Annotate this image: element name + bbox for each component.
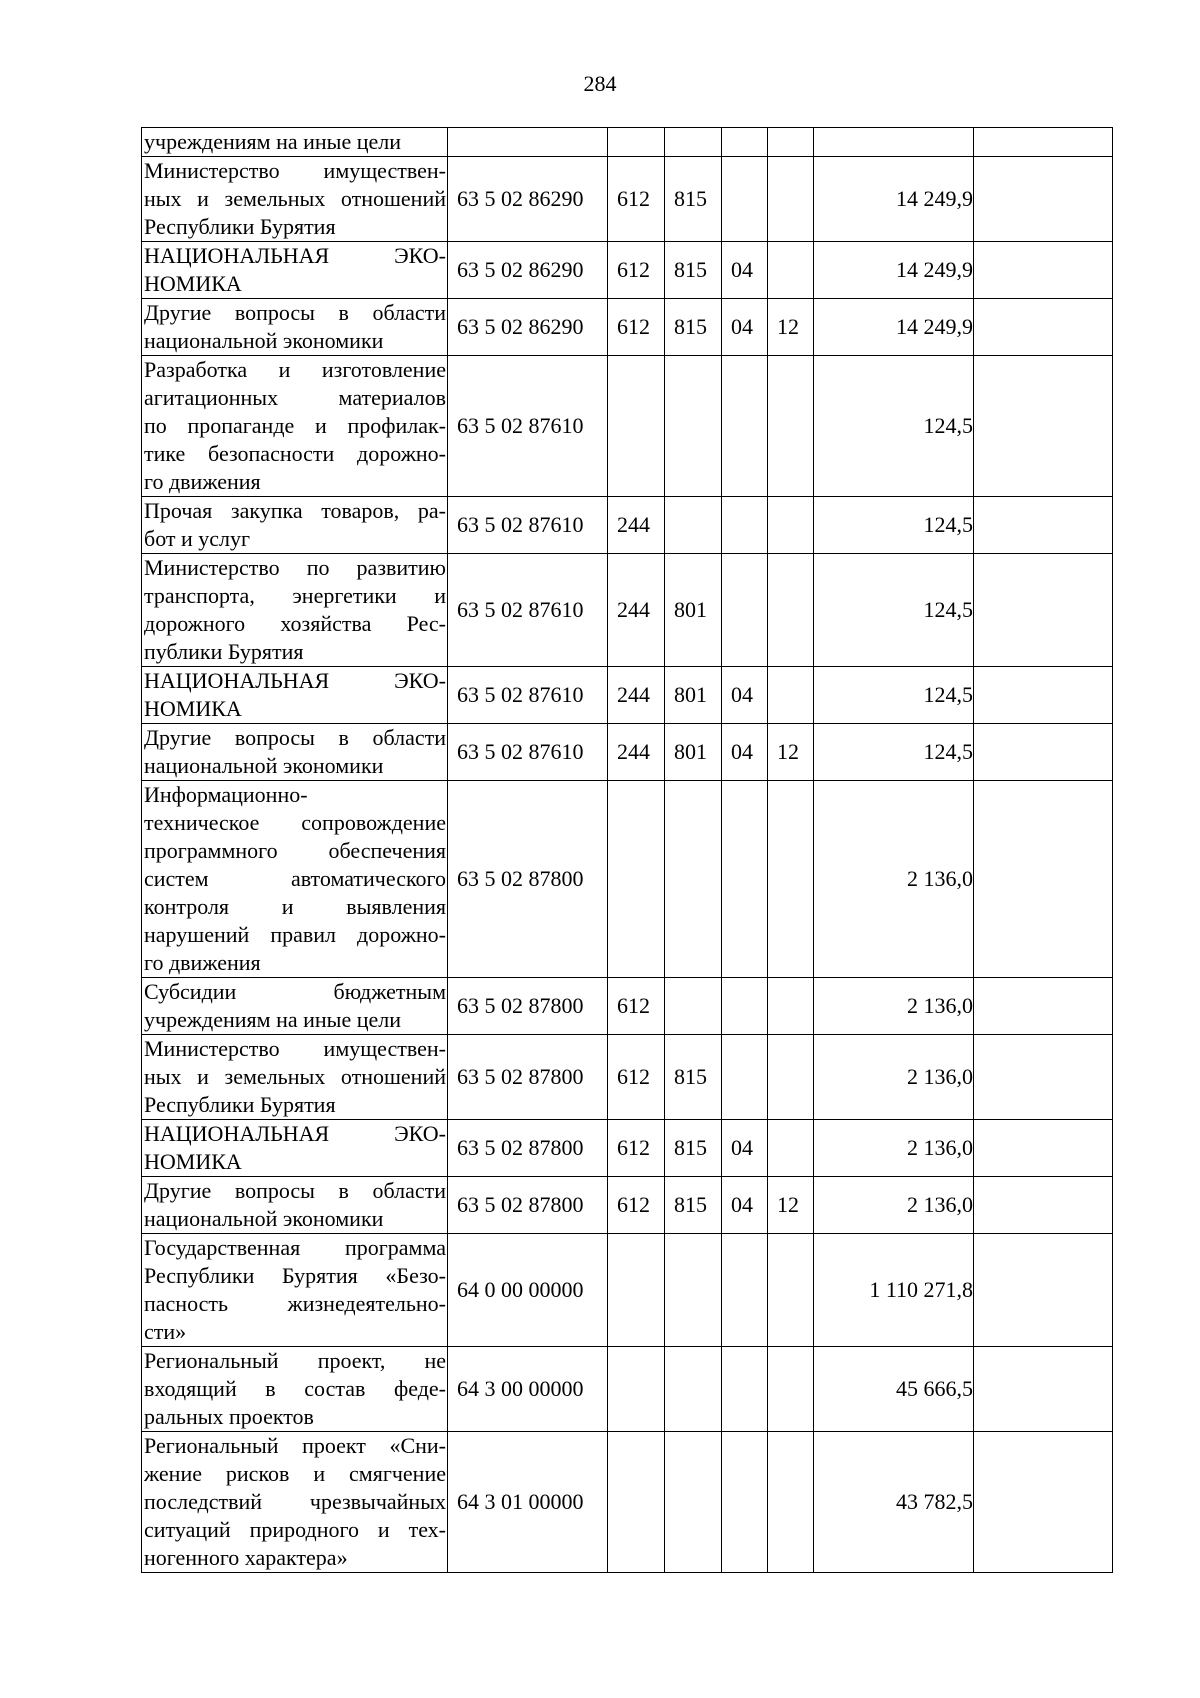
item-name-line: национальной экономики: [144, 753, 384, 778]
amount-cell: [814, 128, 974, 157]
item-name-cell: [142, 1432, 448, 1573]
subsection-cell: [768, 497, 814, 554]
expense-type-cell: [608, 128, 665, 157]
item-name-line: последствий чрезвычайных: [144, 1489, 446, 1514]
budget-table: [141, 127, 1113, 1573]
section-cell: [722, 1035, 768, 1120]
extra-cell: [974, 1347, 1113, 1432]
item-name-line: нарушений правил дорожно-: [144, 922, 446, 947]
item-name-line: Министерство имуществен-: [144, 158, 446, 183]
amount-cell: 124,5: [814, 724, 974, 781]
table-row: [142, 128, 1113, 157]
subsection-cell: [768, 157, 814, 242]
ministry-code-cell: [665, 1432, 722, 1573]
table-row: [142, 1177, 1113, 1234]
amount-cell: 124,5: [814, 667, 974, 724]
target-article-code-cell: 63 5 02 87610: [448, 554, 608, 667]
extra-cell: [974, 1120, 1113, 1177]
section-cell: 04: [722, 724, 768, 781]
extra-cell: [974, 1432, 1113, 1573]
subsection-cell: [768, 1234, 814, 1347]
item-name-cell: [142, 242, 448, 299]
section-cell: [722, 1234, 768, 1347]
amount-cell: 14 249,9: [814, 299, 974, 356]
item-name-cell: [142, 724, 448, 781]
item-name-cell: [142, 1120, 448, 1177]
item-name-line: программного обеспечения: [144, 838, 446, 863]
item-name-cell: [142, 1234, 448, 1347]
item-name-cell: [142, 1035, 448, 1120]
expense-type-cell: 244: [608, 667, 665, 724]
subsection-cell: [768, 242, 814, 299]
expense-type-cell: [608, 1234, 665, 1347]
item-name-line: Информационно-: [144, 782, 308, 807]
expense-type-cell: [608, 356, 665, 497]
item-name-line: национальной экономики: [144, 1206, 384, 1231]
item-name-line: ных и земельных отношений: [144, 186, 446, 211]
section-cell: [722, 497, 768, 554]
table-row: [142, 157, 1113, 242]
extra-cell: [974, 128, 1113, 157]
ministry-code-cell: [665, 356, 722, 497]
section-cell: [722, 781, 768, 978]
item-name-line: Другие вопросы в области: [144, 300, 446, 325]
subsection-cell: 12: [768, 299, 814, 356]
item-name-line: агитационных материалов: [144, 385, 446, 410]
subsection-cell: [768, 667, 814, 724]
item-name-line: НАЦИОНАЛЬНАЯ ЭКО-: [144, 668, 446, 693]
ministry-code-cell: [665, 128, 722, 157]
item-name-line: Республики Бурятия: [144, 214, 336, 239]
subsection-cell: [768, 356, 814, 497]
target-article-code-cell: 63 5 02 86290: [448, 299, 608, 356]
expense-type-cell: 612: [608, 299, 665, 356]
expense-type-cell: [608, 1347, 665, 1432]
section-cell: 04: [722, 667, 768, 724]
amount-cell: 2 136,0: [814, 978, 974, 1035]
ministry-code-cell: 815: [665, 299, 722, 356]
extra-cell: [974, 978, 1113, 1035]
table-row: [142, 554, 1113, 667]
item-name-line: го движения: [144, 950, 261, 975]
ministry-code-cell: 815: [665, 1120, 722, 1177]
item-name-line: дорожного хозяйства Рес-: [144, 611, 446, 636]
section-cell: [722, 1347, 768, 1432]
amount-cell: 2 136,0: [814, 1035, 974, 1120]
item-name-line: Республики Бурятия: [144, 1092, 336, 1117]
amount-cell: 1 110 271,8: [814, 1234, 974, 1347]
target-article-code-cell: 64 3 00 00000: [448, 1347, 608, 1432]
table-row: [142, 781, 1113, 978]
extra-cell: [974, 1234, 1113, 1347]
table-row: [142, 299, 1113, 356]
item-name-cell: [142, 781, 448, 978]
extra-cell: [974, 157, 1113, 242]
table-row: [142, 356, 1113, 497]
ministry-code-cell: 815: [665, 1177, 722, 1234]
item-name-line: контроля и выявления: [144, 894, 446, 919]
item-name-line: Региональный проект «Сни-: [144, 1433, 446, 1458]
item-name-line: ральных проектов: [144, 1404, 314, 1429]
ministry-code-cell: 801: [665, 724, 722, 781]
expense-type-cell: 244: [608, 554, 665, 667]
expense-type-cell: [608, 1432, 665, 1573]
amount-cell: 2 136,0: [814, 1120, 974, 1177]
extra-cell: [974, 1035, 1113, 1120]
target-article-code-cell: 63 5 02 87800: [448, 978, 608, 1035]
item-name-line: НОМИКА: [144, 271, 242, 296]
item-name-line: Разработка и изготовление: [144, 357, 446, 382]
item-name-line: Министерство имуществен-: [144, 1036, 446, 1061]
extra-cell: [974, 497, 1113, 554]
extra-cell: [974, 667, 1113, 724]
expense-type-cell: [608, 781, 665, 978]
item-name-line: НАЦИОНАЛЬНАЯ ЭКО-: [144, 243, 446, 268]
item-name-line: сти»: [144, 1319, 187, 1344]
item-name-line: техническое сопровождение: [144, 810, 446, 835]
section-cell: 04: [722, 242, 768, 299]
ministry-code-cell: 815: [665, 1035, 722, 1120]
target-article-code-cell: 63 5 02 87800: [448, 781, 608, 978]
ministry-code-cell: [665, 1347, 722, 1432]
expense-type-cell: 244: [608, 497, 665, 554]
item-name-line: национальной экономики: [144, 328, 384, 353]
target-article-code-cell: 64 0 00 00000: [448, 1234, 608, 1347]
ministry-code-cell: [665, 781, 722, 978]
item-name-line: систем автоматического: [144, 866, 446, 891]
expense-type-cell: 612: [608, 1177, 665, 1234]
extra-cell: [974, 356, 1113, 497]
extra-cell: [974, 242, 1113, 299]
extra-cell: [974, 724, 1113, 781]
item-name-cell: [142, 356, 448, 497]
item-name-line: жение рисков и смягчение: [144, 1461, 446, 1486]
section-cell: [722, 356, 768, 497]
item-name-line: ных и земельных отношений: [144, 1064, 446, 1089]
table-row: [142, 1432, 1113, 1573]
amount-cell: 124,5: [814, 356, 974, 497]
item-name-line: пасность жизнедеятельно-: [144, 1291, 446, 1316]
section-cell: [722, 157, 768, 242]
amount-cell: 14 249,9: [814, 242, 974, 299]
target-article-code-cell: 63 5 02 87610: [448, 724, 608, 781]
section-cell: [722, 978, 768, 1035]
ministry-code-cell: 815: [665, 242, 722, 299]
ministry-code-cell: [665, 1234, 722, 1347]
page-number: 284: [583, 71, 617, 96]
extra-cell: [974, 1177, 1113, 1234]
item-name-line: бот и услуг: [144, 526, 251, 551]
item-name-line: входящий в состав феде-: [144, 1376, 446, 1401]
subsection-cell: [768, 781, 814, 978]
section-cell: [722, 128, 768, 157]
item-name-cell: [142, 1177, 448, 1234]
item-name-line: Другие вопросы в области: [144, 1178, 446, 1203]
extra-cell: [974, 299, 1113, 356]
amount-cell: 2 136,0: [814, 781, 974, 978]
subsection-cell: [768, 1432, 814, 1573]
subsection-cell: 12: [768, 1177, 814, 1234]
item-name-line: по пропаганде и профилак-: [144, 413, 446, 438]
item-name-line: учреждениям на иные цели: [144, 129, 401, 154]
item-name-cell: [142, 497, 448, 554]
item-name-line: ситуаций природного и тех-: [144, 1517, 446, 1542]
item-name-line: публики Бурятия: [144, 639, 304, 664]
item-name-line: Прочая закупка товаров, ра-: [144, 498, 446, 523]
expense-type-cell: 612: [608, 242, 665, 299]
target-article-code-cell: 63 5 02 87610: [448, 497, 608, 554]
extra-cell: [974, 781, 1113, 978]
item-name-cell: [142, 667, 448, 724]
expense-type-cell: 612: [608, 1120, 665, 1177]
item-name-line: Субсидии бюджетным: [144, 979, 446, 1004]
item-name-line: НАЦИОНАЛЬНАЯ ЭКО-: [144, 1121, 446, 1146]
ministry-code-cell: 815: [665, 157, 722, 242]
expense-type-cell: 612: [608, 978, 665, 1035]
subsection-cell: [768, 1120, 814, 1177]
table-row: [142, 724, 1113, 781]
expense-type-cell: 612: [608, 1035, 665, 1120]
section-cell: 04: [722, 1177, 768, 1234]
item-name-cell: [142, 978, 448, 1035]
table-row: [142, 1234, 1113, 1347]
amount-cell: 124,5: [814, 497, 974, 554]
amount-cell: 124,5: [814, 554, 974, 667]
ministry-code-cell: [665, 497, 722, 554]
subsection-cell: [768, 128, 814, 157]
item-name-cell: [142, 554, 448, 667]
item-name-line: транспорта, энергетики и: [144, 583, 446, 608]
item-name-cell: [142, 128, 448, 157]
target-article-code-cell: 63 5 02 87800: [448, 1035, 608, 1120]
item-name-cell: [142, 1347, 448, 1432]
expense-type-cell: 244: [608, 724, 665, 781]
item-name-line: ногенного характера»: [144, 1545, 348, 1570]
ministry-code-cell: 801: [665, 554, 722, 667]
table-row: [142, 667, 1113, 724]
table-row: [142, 1347, 1113, 1432]
item-name-line: Министерство по развитию: [144, 555, 446, 580]
subsection-cell: [768, 554, 814, 667]
section-cell: [722, 554, 768, 667]
item-name-line: Другие вопросы в области: [144, 725, 446, 750]
item-name-line: тике безопасности дорожно-: [144, 441, 446, 466]
amount-cell: 14 249,9: [814, 157, 974, 242]
target-article-code-cell: 63 5 02 87800: [448, 1177, 608, 1234]
ministry-code-cell: [665, 978, 722, 1035]
target-article-code-cell: 63 5 02 86290: [448, 242, 608, 299]
table-row: [142, 978, 1113, 1035]
section-cell: [722, 1432, 768, 1573]
target-article-code-cell: 63 5 02 87610: [448, 356, 608, 497]
target-article-code-cell: [448, 128, 608, 157]
section-cell: 04: [722, 299, 768, 356]
item-name-cell: [142, 299, 448, 356]
target-article-code-cell: 63 5 02 87610: [448, 667, 608, 724]
item-name-line: учреждениям на иные цели: [144, 1007, 401, 1032]
expense-type-cell: 612: [608, 157, 665, 242]
target-article-code-cell: 63 5 02 86290: [448, 157, 608, 242]
table-body: [142, 128, 1113, 1573]
item-name-line: Региональный проект, не: [144, 1348, 446, 1373]
ministry-code-cell: 801: [665, 667, 722, 724]
amount-cell: 45 666,5: [814, 1347, 974, 1432]
extra-cell: [974, 554, 1113, 667]
item-name-line: НОМИКА: [144, 1149, 242, 1174]
table-row: [142, 242, 1113, 299]
subsection-cell: [768, 978, 814, 1035]
amount-cell: 2 136,0: [814, 1177, 974, 1234]
table-row: [142, 497, 1113, 554]
table-row: [142, 1120, 1113, 1177]
item-name-line: Республики Бурятия «Безо-: [144, 1263, 446, 1288]
item-name-line: Государственная программа: [144, 1235, 446, 1260]
item-name-line: го движения: [144, 469, 261, 494]
subsection-cell: [768, 1035, 814, 1120]
table-row: [142, 1035, 1113, 1120]
target-article-code-cell: 63 5 02 87800: [448, 1120, 608, 1177]
amount-cell: 43 782,5: [814, 1432, 974, 1573]
section-cell: 04: [722, 1120, 768, 1177]
item-name-line: НОМИКА: [144, 696, 242, 721]
subsection-cell: 12: [768, 724, 814, 781]
target-article-code-cell: 64 3 01 00000: [448, 1432, 608, 1573]
subsection-cell: [768, 1347, 814, 1432]
item-name-cell: [142, 157, 448, 242]
